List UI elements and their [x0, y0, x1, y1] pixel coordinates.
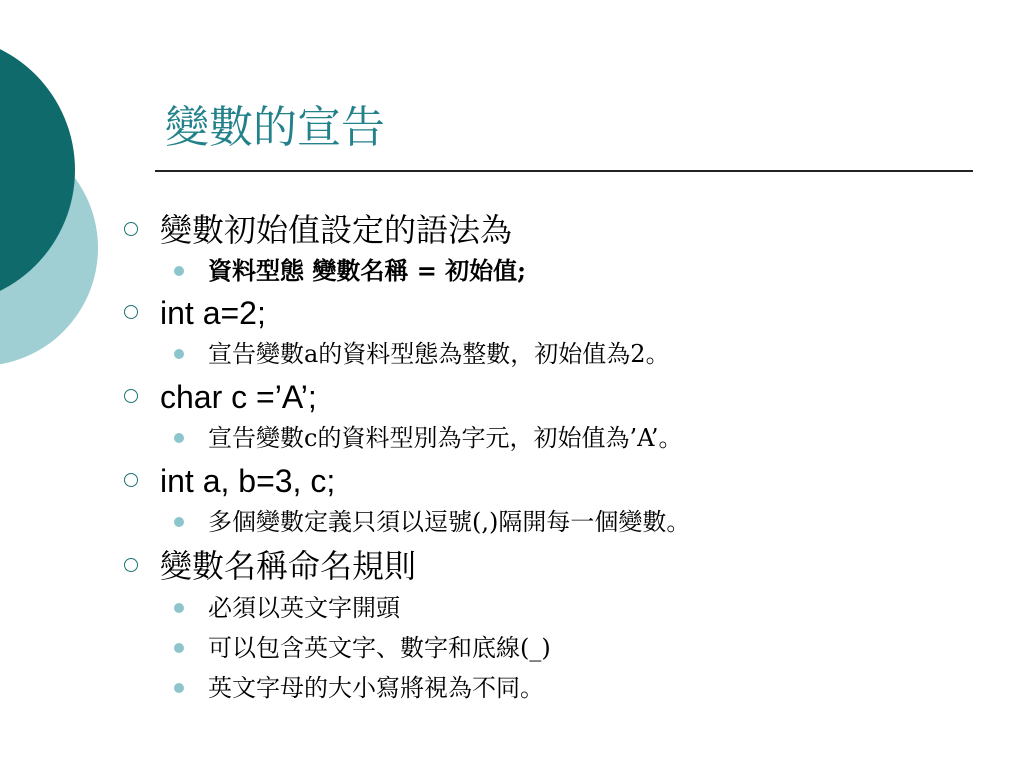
filled-dot-bullet-icon	[174, 349, 184, 359]
hollow-circle-bullet-icon	[124, 558, 138, 572]
bullet-char-example	[160, 377, 317, 417]
bullet-char-explanation	[208, 422, 683, 454]
filled-dot-bullet-icon	[174, 603, 184, 613]
bullet-rule-start-letter	[208, 592, 400, 624]
bullet-text: char c =’A’;	[160, 379, 317, 415]
bullet-multi-explanation	[208, 506, 690, 538]
bullet-text: 變數初始值設定的語法為	[160, 211, 513, 249]
bullet-syntax-form	[208, 255, 526, 287]
bullet-text: 必須以英文字開頭	[208, 594, 400, 622]
bullet-rule-allowed-chars	[208, 632, 551, 664]
hollow-circle-bullet-icon	[124, 473, 138, 487]
bullet-text: 宣告變數c的資料型別為字元，初始值為’A’。	[208, 424, 683, 452]
bullet-text: 可以包含英文字、數字和底線(_)	[208, 634, 551, 662]
bullet-text: 變數名稱命名規則	[160, 547, 417, 585]
bullet-int-explanation	[208, 338, 670, 370]
bullet-text: int a, b=3, c;	[160, 463, 336, 499]
bullet-text: 英文字母的大小寫將視為不同。	[208, 674, 544, 702]
bullet-syntax-heading	[160, 210, 512, 250]
filled-dot-bullet-icon	[174, 433, 184, 443]
hollow-circle-bullet-icon	[124, 389, 138, 403]
bullet-int-example	[160, 293, 266, 333]
hollow-circle-bullet-icon	[124, 305, 138, 319]
bullet-naming-rules	[160, 546, 416, 586]
bullet-text: int a=2;	[160, 295, 266, 331]
bullet-rule-case-sensitive	[208, 672, 544, 704]
hollow-circle-bullet-icon	[124, 222, 138, 236]
slide-title: 變數的宣告	[165, 102, 385, 153]
bullet-text: 宣告變數a的資料型態為整數，初始值為2。	[208, 340, 670, 368]
bullet-text: 多個變數定義只須以逗號(,)隔開每一個變數。	[208, 508, 691, 536]
bullet-text: 資料型態 變數名稱 = 初始值;	[208, 256, 527, 285]
filled-dot-bullet-icon	[174, 517, 184, 527]
filled-dot-bullet-icon	[174, 683, 184, 693]
filled-dot-bullet-icon	[174, 643, 184, 653]
bullet-multi-example	[160, 461, 335, 501]
filled-dot-bullet-icon	[174, 266, 184, 276]
